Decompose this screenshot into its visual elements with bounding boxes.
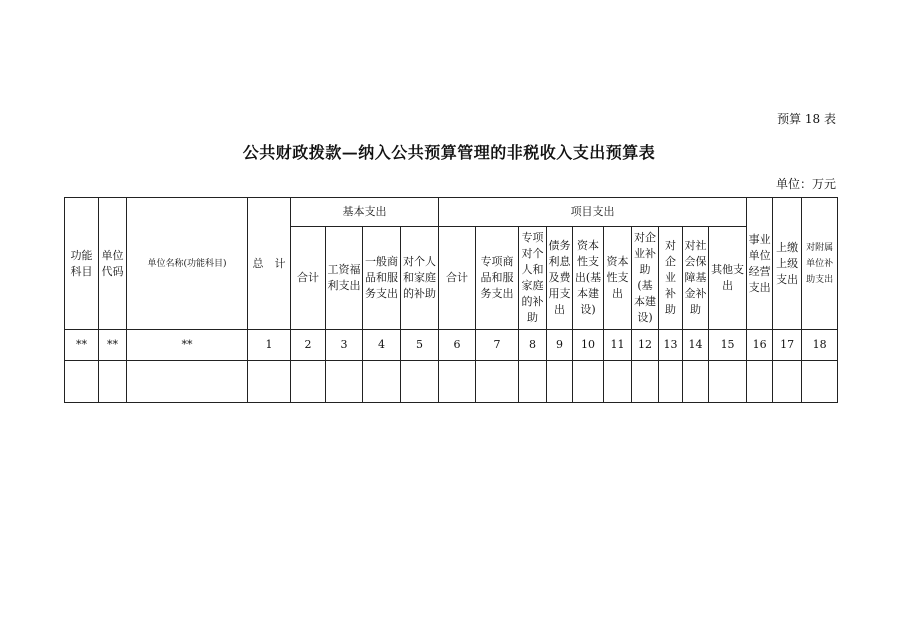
table-cell: 5 (401, 330, 439, 361)
table-cell[interactable] (127, 361, 248, 403)
table-cell[interactable] (547, 361, 573, 403)
table-cell: 1 (248, 330, 291, 361)
table-cell[interactable] (632, 361, 659, 403)
table-cell: ** (127, 330, 248, 361)
col-basic-household-subsidy: 对个人和家庭的补助 (401, 227, 439, 330)
table-cell: 15 (709, 330, 747, 361)
table-cell[interactable] (248, 361, 291, 403)
col-project-enterprise-subsidy: 对企业补助 (659, 227, 683, 330)
table-cell[interactable] (604, 361, 632, 403)
table-cell: 11 (604, 330, 632, 361)
col-unit-code: 单位代码 (99, 198, 127, 330)
table-cell[interactable] (573, 361, 604, 403)
col-project-other: 其他支出 (709, 227, 747, 330)
table-cell: 14 (683, 330, 709, 361)
table-number: 预算 18 表 (777, 112, 836, 126)
table-cell[interactable] (802, 361, 838, 403)
table-cell[interactable] (773, 361, 802, 403)
col-project-enterprise-construction: 对企业补助(基本建设) (632, 227, 659, 330)
table-cell[interactable] (363, 361, 401, 403)
table-row-empty (65, 361, 838, 403)
table-cell: 10 (573, 330, 604, 361)
table-cell[interactable] (683, 361, 709, 403)
col-project-capital-construction: 资本性支出(基本建设) (573, 227, 604, 330)
table-cell[interactable] (439, 361, 476, 403)
group-basic-expenditure: 基本支出 (291, 198, 439, 227)
table-cell: 9 (547, 330, 573, 361)
table-cell[interactable] (709, 361, 747, 403)
table-cell[interactable] (291, 361, 326, 403)
table-cell: 3 (326, 330, 363, 361)
table-cell[interactable] (65, 361, 99, 403)
table-cell[interactable] (326, 361, 363, 403)
budget-table (64, 197, 838, 403)
col-project-household-subsidy: 专项对个人和家庭的补助 (519, 227, 547, 330)
col-project-goods-services: 专项商品和服务支出 (476, 227, 519, 330)
table-cell: ** (65, 330, 99, 361)
col-unit-name: 单位名称(功能科目) (127, 198, 248, 330)
col-project-debt-interest: 债务利息及费用支出 (547, 227, 573, 330)
col-basic-goods-services: 一般商品和服务支出 (363, 227, 401, 330)
col-upper-level-expenditure: 上缴上级支出 (773, 198, 802, 330)
table-cell: 4 (363, 330, 401, 361)
table-cell: 18 (802, 330, 838, 361)
table-cell: 7 (476, 330, 519, 361)
col-func-subject: 功能科目 (65, 198, 99, 330)
table-cell: 16 (747, 330, 773, 361)
table-cell[interactable] (659, 361, 683, 403)
group-project-expenditure: 项目支出 (439, 198, 747, 227)
table-cell[interactable] (401, 361, 439, 403)
table-cell[interactable] (747, 361, 773, 403)
table-cell: 6 (439, 330, 476, 361)
table-cell: 8 (519, 330, 547, 361)
col-basic-total: 合计 (291, 227, 326, 330)
table-cell[interactable] (99, 361, 127, 403)
page-title: 公共财政拨款—纳入公共预算管理的非税收入支出预算表 (242, 143, 656, 162)
table-cell: 12 (632, 330, 659, 361)
col-project-capital: 资本性支出 (604, 227, 632, 330)
table-cell[interactable] (519, 361, 547, 403)
table-cell: 17 (773, 330, 802, 361)
table-cell[interactable] (476, 361, 519, 403)
col-business-expenditure: 事业单位经营支出 (747, 198, 773, 330)
table-cell: 2 (291, 330, 326, 361)
unit-label: 单位：万元 (775, 177, 836, 191)
col-basic-salary: 工资福利支出 (326, 227, 363, 330)
col-project-total: 合计 (439, 227, 476, 330)
table-cell: ** (99, 330, 127, 361)
table-row-codes (65, 330, 838, 361)
table-cell: 13 (659, 330, 683, 361)
col-affiliated-subsidy: 对附属单位补助支出 (802, 198, 838, 330)
col-project-social-security: 对社会保障基金补助 (683, 227, 709, 330)
col-total: 总 计 (248, 198, 291, 330)
header-row-groups (65, 198, 838, 227)
